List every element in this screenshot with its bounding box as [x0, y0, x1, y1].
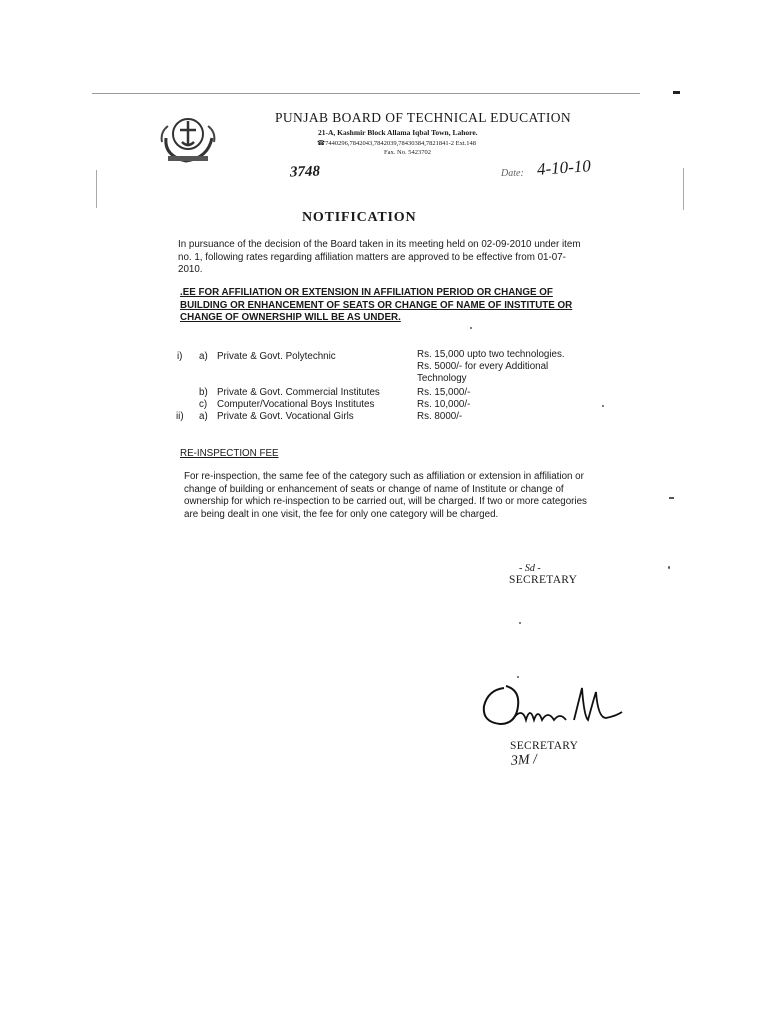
scan-speck — [519, 622, 521, 624]
fee-item-category: Private & Govt. Polytechnic — [217, 351, 336, 362]
scan-artifact — [96, 170, 97, 208]
date-label: Date: — [501, 168, 524, 179]
fee-item-rate: Rs. 8000/- — [417, 411, 463, 422]
fee-item-number: i) — [177, 351, 183, 362]
board-address: 21-A, Kashmir Block Allama Iqbal Town, Lahore. — [318, 128, 478, 137]
fee-heading: .EE FOR AFFILIATION OR EXTENSION IN AFFILIATION PERIOD OR CHANGE OF BUILDING OR ENHANCEMENT OF SEATS OR CHANGE OF NAME OF INSTITUTE OR CHANGE OF OWNERSHIP WILL BE AS UNDER. — [180, 287, 573, 323]
scan-speck — [602, 405, 604, 407]
fee-item-category: Computer/Vocational Boys Institutes — [217, 399, 375, 410]
fee-item-letter: a) — [199, 351, 208, 362]
scan-speck — [668, 566, 670, 569]
scan-speck — [669, 497, 674, 499]
secretary-label: SECRETARY — [509, 574, 578, 586]
fee-item-letter: a) — [199, 411, 208, 422]
fee-item-rate: Rs. 15,000 upto two technologies. — [417, 349, 565, 360]
fee-item-number: ii) — [176, 411, 184, 422]
intro-paragraph: In pursuance of the decision of the Board taken in its meeting held on 02-09-2010 under item no. 1, following rates regarding affiliation matters are approved to be effective from 01-07-2010. — [178, 239, 581, 275]
fee-item-rate: Technology — [417, 373, 467, 384]
fee-item-category: Private & Govt. Vocational Girls — [217, 411, 354, 422]
board-phones: ☎7440296,7842043,7842039,78430384,7821841-2 Ext.148 — [317, 140, 477, 147]
fee-item-letter: b) — [199, 387, 208, 398]
scan-mark — [673, 91, 680, 94]
emblem-seal-icon — [156, 108, 220, 166]
date-value: 4-10-10 — [536, 156, 592, 179]
fee-item-rate: Rs. 10,000/- — [417, 399, 471, 410]
scan-speck — [517, 676, 519, 678]
fee-item-letter: c) — [199, 399, 208, 410]
scan-speck — [470, 327, 472, 329]
document-title: NOTIFICATION — [302, 210, 417, 225]
secretary-label-signed: SECRETARY — [510, 740, 579, 752]
signed-mark: - Sd - — [519, 563, 541, 574]
scan-artifact — [683, 168, 684, 210]
fee-item-rate: Rs. 5000/- for every Additional — [417, 361, 549, 372]
fee-item-category: Private & Govt. Commercial Institutes — [217, 387, 380, 398]
handwritten-signature — [476, 676, 636, 738]
board-name: PUNJAB BOARD OF TECHNICAL EDUCATION — [275, 110, 572, 125]
board-fax: Fax. No. 5423702 — [384, 149, 431, 156]
fee-item-rate: Rs. 15,000/- — [417, 387, 471, 398]
reinspection-paragraph: For re-inspection, the same fee of the category such as affiliation or extension in affiliation or change of building or enhancement of seats or change of name of Institute or change of ownership for which re-inspection to be carried out, will be charged. If two or more categories are being dealt in one visit, the fee for only one category will be charged. — [184, 471, 587, 520]
top-rule — [92, 93, 640, 94]
handwritten-initials: 3M / — [510, 752, 538, 769]
reinspection-heading: RE-INSPECTION FEE — [180, 448, 279, 459]
reference-number: 3748 — [289, 163, 321, 181]
